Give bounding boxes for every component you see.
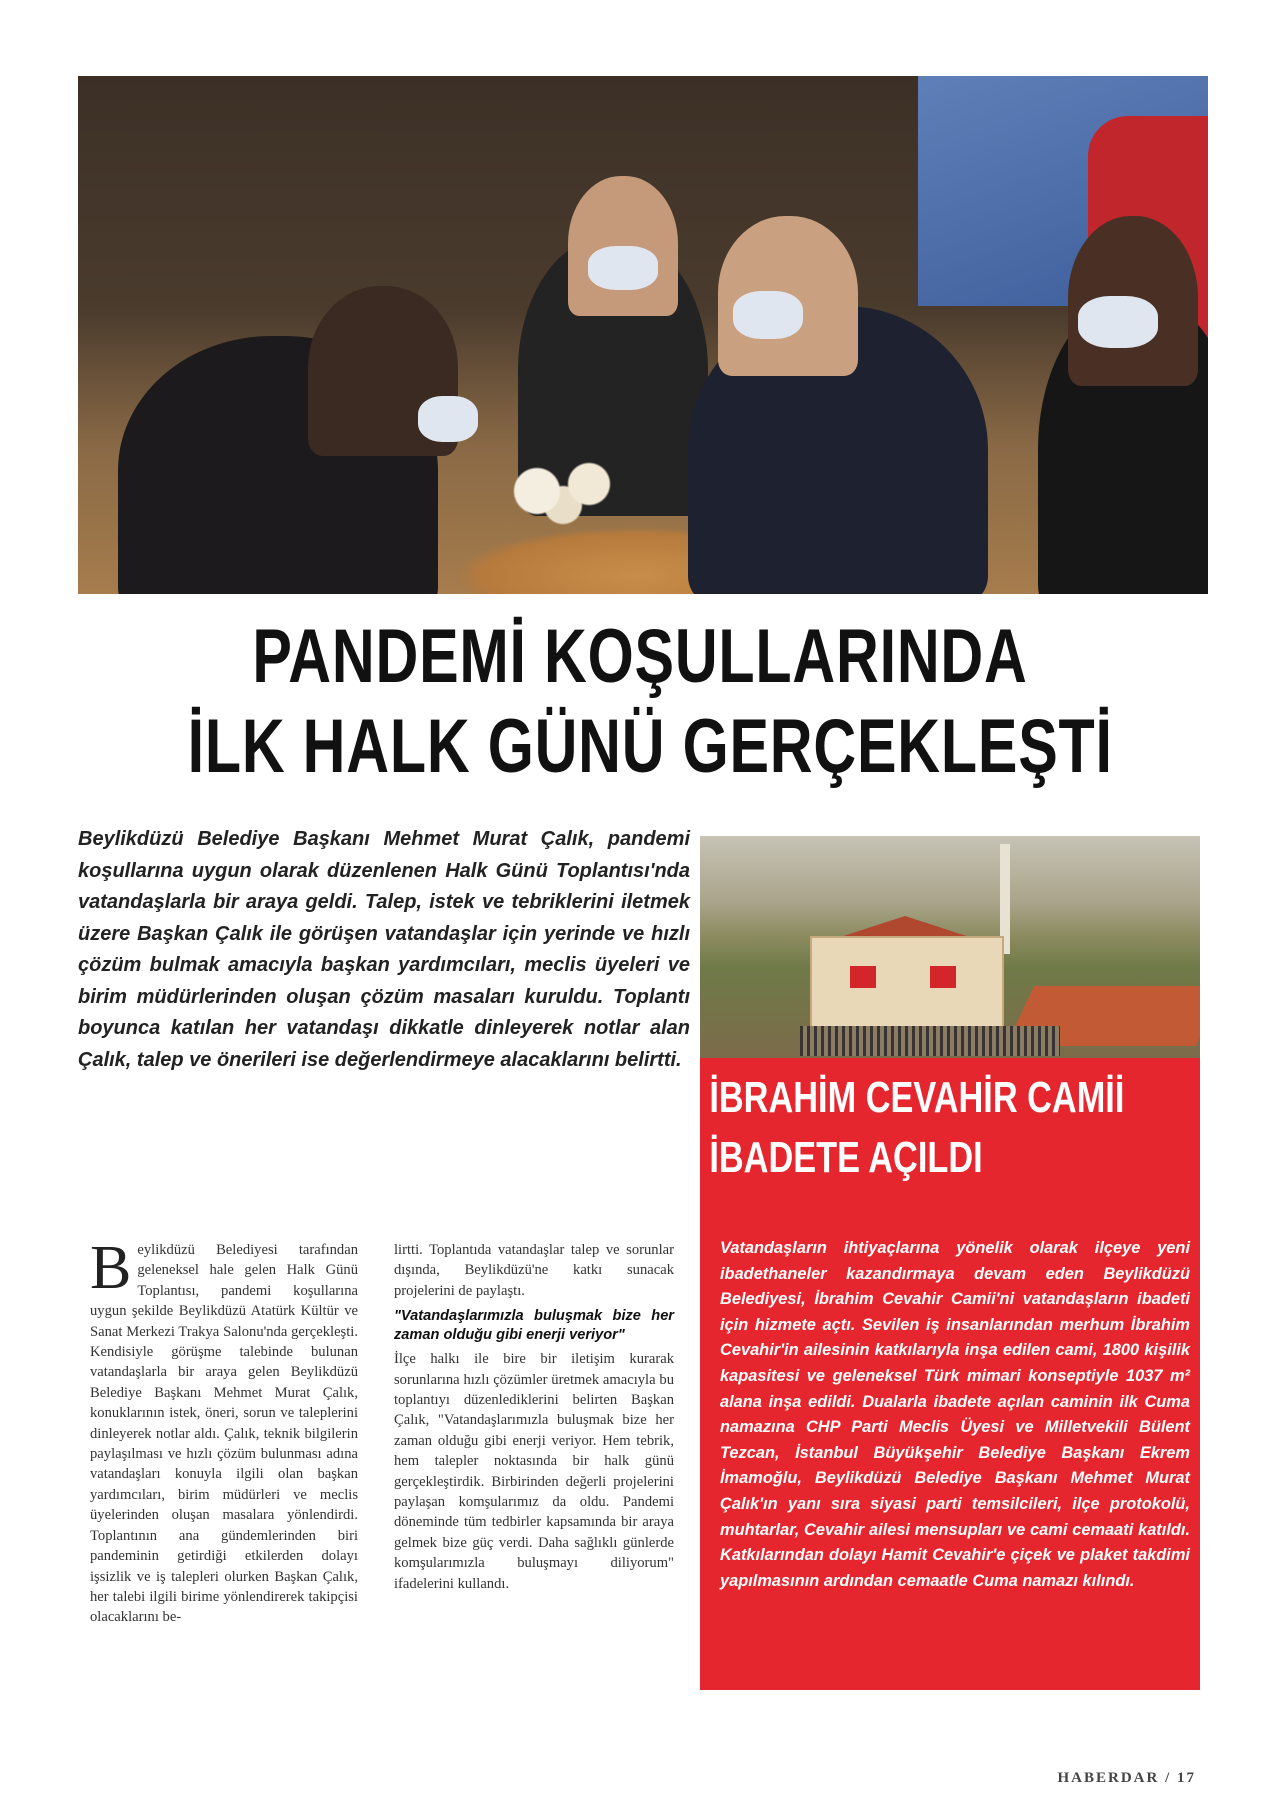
flag-icon bbox=[850, 966, 876, 988]
mosque-photo bbox=[700, 836, 1200, 1058]
body-text-1: eylikdüzü Belediyesi tarafından geleneksel hale gelen Halk Günü Toplantısı, pandemi koşullarına uygun şekilde Beylikdüzü Atatürk Kültür ve Sanat Merkezi Trakya Salonu'nda gerçekleşti. Kendisiyle görüşme talebinde bulunan vatandaşlarla bir araya gelen Beylikdüzü Belediye Başkanı Mehmet Murat Çalık, konuklarının istek, öneri, sorun ve taleplerini dinleyerek notlar aldı. Çalık, teknik bilgilerin paylaşılması ve hızlı çözüm bulunması adına vatandaşları konuyla ilgili olan başkan yardımcıları, birim müdürleri ve meclis üyelerinden oluşan masalara yönlendirdi. Toplantının ana gündemlerinden biri pandeminin getirdiği etkilerden dolayı işsizlik ve iş talepleri olurken Başkan Çalık, her talebi ilgili birime yönlendirerek takipçisi olacaklarını be- bbox=[90, 1242, 358, 1626]
headline-line-1: PANDEMİ KOŞULLARINDA bbox=[252, 614, 1028, 699]
sidebar-text: Vatandaşların ihtiyaçlarına yönelik olarak ilçeye yeni ibadethaneler kazandırmaya devam eden Beylikdüzü Belediyesi, İbrahim Cevahir Camii'ni vatandaşların ibadeti için hizmete açtı. Sevilen iş insanlarından merhum İbrahim Cevahir'in ailesinin katkılarıyla inşa edilen cami, 1800 kişilik kapasitesi ve geleneksel Türk mimari konseptiyle 1037 m² alana inşa edildi. Dualarla ibadete açılan caminin ilk Cuma namazına CHP Parti Meclis Üyesi ve Milletvekili Bülent Tezcan, İstanbul Büyükşehir Belediye Başkanı Ekrem İmamoğlu, Beylikdüzü Belediye Başkanı Mehmet Murat Çalık'ın yanı sıra siyasi parti temsilcileri, ilçe protokolü, muhtarlar, Cevahir ailesi mensupları ve cami cemaati katıldı. Katkılarından dolayı Hamit Cevahir'e çiçek ve plaket takdimi yapılmasının ardından cemaatle Cuma namazı kılındı. bbox=[720, 1239, 1190, 1590]
headline bbox=[187, 612, 1113, 792]
lead-paragraph: Beylikdüzü Belediye Başkanı Mehmet Murat Çalık, pandemi koşullarına uygun olarak düzenlenen Halk Günü Toplantısı'nda vatandaşlarla bir araya geldi. Talep, istek ve tebriklerini iletmek üzere Başkan Çalık ile görüşen vatandaşlar için yerinde ve hızlı çözüm bulmak amacıyla başkan yardımcıları, meclis üyeleri ve birim müdürlerinden oluşan çözüm masaları kuruldu. Toplantı boyunca katılan her vatandaşı dikkatle dinleyerek notlar alan Çalık, talep ve önerileri ise değerlendirmeye alacaklarını belirtti. bbox=[78, 828, 690, 1071]
drop-cap: B bbox=[90, 1234, 132, 1302]
body-text-2-rest: İlçe halkı ile bire bir iletişim kurarak sorunlarına hızlı çözümler üretmek amacıyla bu toplantıyı düzenlediklerini belirten Başkan Çalık, "Vatandaşlarımızla buluşmak bize her zaman olduğu gibi enerji veriyor. Hem tebrik, hem talepler noktasında bir halk günü gerçekleştirdik. Birbirinden değerli projelerini paylaşan komşularımız da oldu. Pandemi döneminde tüm tedbirler kapsamında bir araya gelmek bize güç verdi. Daha sağlıklı günlerde komşularımızla buluşmayı diliyorum" ifadelerini kullandı. bbox=[394, 1351, 674, 1592]
sidebar-title: İBRAHİM CEVAHİR CAMİİ İBADETE AÇILDI bbox=[709, 1073, 1125, 1182]
body-column-2 bbox=[394, 1240, 674, 1594]
body-column-1 bbox=[90, 1234, 358, 1628]
sidebar-box bbox=[700, 1058, 1200, 1690]
flower-arrangement bbox=[498, 456, 628, 526]
crowd bbox=[800, 1026, 1060, 1056]
page-footer: HABERDAR / 17 bbox=[1057, 1770, 1196, 1786]
body-text-2-intro: lirtti. Toplantıda vatandaşlar talep ve sorunlar dışında, Beylikdüzü'ne katkı sunacak projelerini de paylaştı. bbox=[394, 1242, 674, 1299]
headline-line-2: İLK HALK GÜNÜ GERÇEKLEŞTİ bbox=[187, 704, 1113, 789]
flag-icon bbox=[930, 966, 956, 988]
meeting-photo bbox=[78, 76, 1208, 594]
quote-subhead: "Vatandaşlarımızla buluşmak bize her zaman olduğu gibi enerji veriyor" bbox=[394, 1308, 674, 1344]
